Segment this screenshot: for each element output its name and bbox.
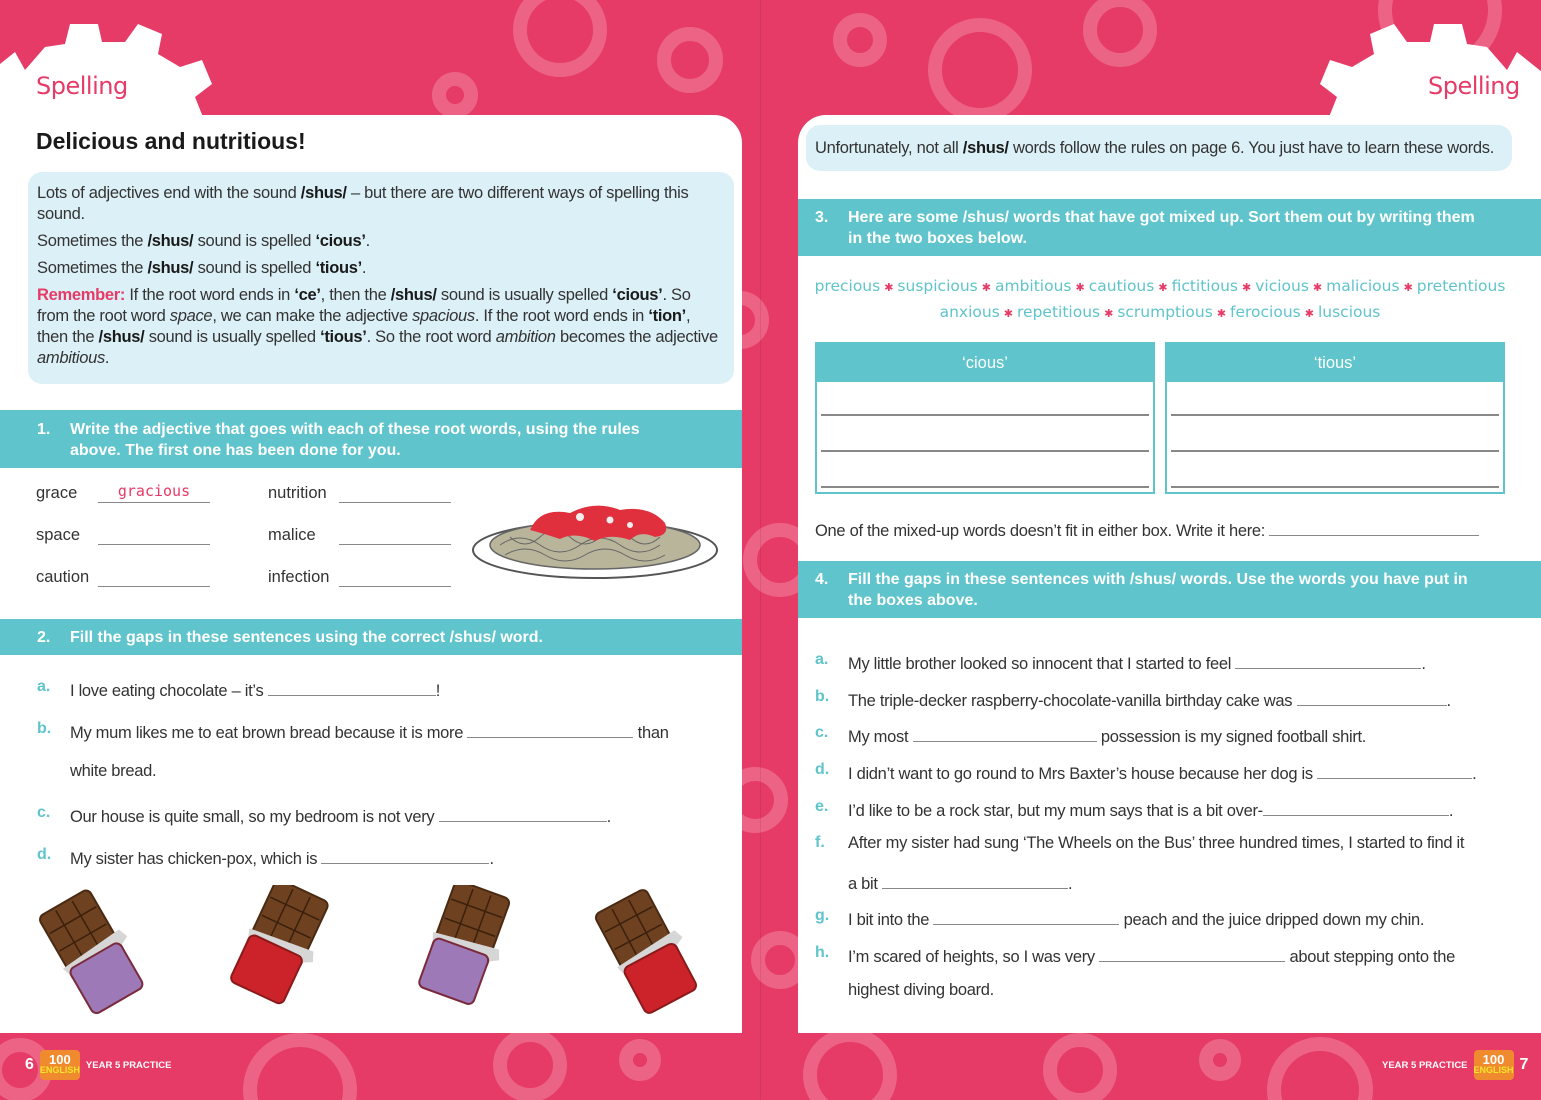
word-bank <box>810 274 1510 326</box>
writing-line[interactable] <box>821 414 1149 416</box>
word-row <box>36 526 210 545</box>
answer-blank[interactable] <box>98 527 210 545</box>
rule-info-box <box>28 172 734 384</box>
word-row <box>36 484 210 503</box>
star-separator-icon: ✱ <box>1312 281 1323 294</box>
root-word: malice <box>268 526 316 544</box>
answer-blank[interactable] <box>268 678 436 696</box>
sentence-d: I didn’t want to go round to Mrs Baxter’s house because her dog is . <box>848 761 1476 784</box>
series-label: YEAR 5 PRACTICE <box>1382 1059 1468 1071</box>
sentence-g: I bit into the peach and the juice dripped down my chin. <box>848 907 1424 930</box>
word-bank-word: malicious <box>1326 277 1400 295</box>
item-letter: d. <box>815 761 830 778</box>
star-separator-icon: ✱ <box>1003 307 1013 320</box>
intro-info-box: Unfortunately, not all /shus/ words follow the rules on page 6. You just have to learn these words. <box>806 125 1512 171</box>
footer-right <box>1382 1050 1528 1080</box>
section-tag-spelling: Spelling <box>1428 72 1520 100</box>
answer-blank[interactable] <box>339 485 451 503</box>
star-separator-icon: ✱ <box>884 281 894 294</box>
chocolate-bar-purple-2 <box>414 885 520 1009</box>
answer-blank[interactable] <box>1235 651 1421 669</box>
word-row <box>268 484 451 503</box>
star-separator-icon: ✱ <box>1158 281 1168 294</box>
word-bank-word: repetitious <box>1017 303 1101 321</box>
spaghetti-illustration <box>470 495 725 585</box>
item-letter: d. <box>37 846 52 863</box>
question-2-bar <box>0 619 742 655</box>
sentence-d: My sister has chicken-pox, which is . <box>70 846 494 869</box>
chocolate-bar-red-2 <box>590 885 707 1015</box>
remember-paragraph: Remember: If the root word ends in ‘ce’, then the /shus/ sound is usually spelled ‘cious’. So from the root word space, we can make the adjective spacious. If the root word ends in ‘tion’, then the /shus/ sound is usually spelled ‘tious’. So the root word ambition becomes the adjective ambitious. <box>37 286 718 367</box>
root-word: infection <box>268 568 330 586</box>
question-text: Fill the gaps in these sentences with /shus/ words. Use the words you have put in the boxes above. <box>848 571 1468 609</box>
star-separator-icon: ✱ <box>1403 281 1413 294</box>
sentence-h-line2: highest diving board. <box>848 981 994 999</box>
answer-blank[interactable] <box>1099 944 1285 962</box>
word-bank-line-1 <box>810 274 1510 300</box>
word-bank-word: luscious <box>1317 303 1381 321</box>
writing-line[interactable] <box>821 486 1149 488</box>
sentence-f: After my sister had sung ‘The Wheels on the Bus’ three hundred times, I started to find it <box>848 834 1465 852</box>
word-bank-line-2 <box>810 300 1510 326</box>
star-separator-icon: ✱ <box>981 281 991 294</box>
item-letter: b. <box>815 688 830 705</box>
question-number: 4. <box>815 571 829 588</box>
series-label: YEAR 5 PRACTICE <box>85 1059 172 1071</box>
answer-blank[interactable] <box>1269 518 1479 536</box>
star-separator-icon: ✱ <box>1216 307 1227 320</box>
section-tag-spelling: Spelling <box>36 72 128 100</box>
item-letter: a. <box>37 678 51 695</box>
info-paragraph-3: Sometimes the /shus/ sound is spelled ‘tious’. <box>37 259 367 277</box>
question-number: 2. <box>37 629 51 646</box>
answer-blank[interactable] <box>339 527 451 545</box>
question-1-bar <box>0 410 742 468</box>
answer-blank[interactable] <box>467 720 633 738</box>
chocolate-bar-red-1 <box>226 885 339 1009</box>
question-number: 1. <box>37 421 51 438</box>
item-letter: f. <box>815 834 825 851</box>
star-separator-icon: ✱ <box>1104 307 1114 320</box>
root-word: nutrition <box>268 484 327 502</box>
page-number: 7 <box>1519 1056 1529 1073</box>
page-title: Delicious and nutritious! <box>36 128 306 154</box>
word-bank-word: ferocious <box>1230 303 1301 321</box>
star-separator-icon: ✱ <box>1075 281 1085 294</box>
sentence-a: I love eating chocolate – it’s ! <box>70 678 440 701</box>
item-letter: c. <box>815 724 829 741</box>
question-number: 3. <box>815 209 829 226</box>
chocolate-bar-purple-1 <box>34 885 153 1015</box>
answer-blank[interactable] <box>1297 688 1447 706</box>
question-text: Write the adjective that goes with each of these root words, using the rules above. The first one has been done for you. <box>70 421 640 459</box>
item-letter: b. <box>37 720 52 737</box>
answer-blank[interactable] <box>882 871 1068 889</box>
word-bank-word: pretentious <box>1416 277 1506 295</box>
item-letter: h. <box>815 944 830 961</box>
sentence-c: My most possession is my signed football shirt. <box>848 724 1366 747</box>
word-bank-word: vicious <box>1255 277 1309 295</box>
chocolate-bars-illustration <box>30 885 730 1015</box>
star-separator-icon: ✱ <box>1304 307 1314 320</box>
star-separator-icon: ✱ <box>1242 281 1252 294</box>
word-bank-word: fictitious <box>1171 277 1238 295</box>
info-paragraph-1: Lots of adjectives end with the sound /shus/ – but there are two different ways of spelling this sound. <box>37 184 689 223</box>
root-word: space <box>36 526 81 544</box>
answer-blank[interactable] <box>339 569 451 587</box>
odd-one-out-prompt: One of the mixed-up words doesn’t fit in either box. Write it here: <box>815 518 1479 541</box>
word-bank-word: precious <box>814 277 881 295</box>
word-row <box>36 568 210 587</box>
footer-left <box>25 1050 171 1080</box>
logo-number: 100 <box>1482 1052 1505 1067</box>
sentence-f-line2: a bit . <box>848 871 1072 894</box>
answer-blank[interactable] <box>1317 761 1472 779</box>
logo-text: ENGLISH <box>1473 1065 1514 1075</box>
sentence-h: I’m scared of heights, so I was very about stepping onto the <box>848 944 1455 967</box>
word-row <box>268 526 451 545</box>
page-number: 6 <box>25 1056 34 1073</box>
answer-blank[interactable] <box>913 724 1097 742</box>
answer-blank[interactable] <box>98 569 210 587</box>
sort-box-cious <box>815 342 1155 494</box>
question-text: Here are some /shus/ words that have got mixed up. Sort them out by writing them in the two boxes below. <box>848 209 1475 247</box>
answer-blank[interactable] <box>321 846 489 864</box>
writing-line[interactable] <box>1171 450 1499 452</box>
answer-blank[interactable] <box>98 482 210 503</box>
item-letter: g. <box>815 907 830 924</box>
sentence-e: I’d like to be a rock star, but my mum says that is a bit over- . <box>848 798 1453 821</box>
answer-blank[interactable] <box>439 804 607 822</box>
logo-text: ENGLISH <box>39 1065 80 1075</box>
box-heading: ‘tious’ <box>1167 344 1503 382</box>
root-word: caution <box>36 568 90 586</box>
sentence-b: The triple-decker raspberry-chocolate-vanilla birthday cake was . <box>848 688 1451 711</box>
sentence-b-line2: white bread. <box>70 762 157 780</box>
item-letter: c. <box>37 804 51 821</box>
writing-line[interactable] <box>1171 414 1499 416</box>
item-letter: e. <box>815 798 829 815</box>
word-row <box>268 568 451 587</box>
100-english-logo <box>1474 1050 1514 1080</box>
root-word: grace <box>36 484 78 502</box>
box-heading: ‘cious’ <box>817 344 1153 382</box>
question-4-bar <box>798 561 1541 618</box>
word-bank-word: cautious <box>1088 277 1155 295</box>
word-bank-word: ambitious <box>994 277 1072 295</box>
info-paragraph-2: Sometimes the /shus/ sound is spelled ‘cious’. <box>37 232 370 250</box>
sentence-a: My little brother looked so innocent that I started to feel . <box>848 651 1426 674</box>
word-bank-word: suspicious <box>897 277 978 295</box>
sort-box-tious <box>1165 342 1505 494</box>
answer-blank[interactable] <box>933 907 1119 925</box>
answer-blank[interactable] <box>1263 798 1449 816</box>
question-3-bar <box>798 199 1541 256</box>
question-text: Fill the gaps in these sentences using the correct /shus/ word. <box>70 629 543 646</box>
book-spine <box>760 0 761 1100</box>
writing-line[interactable] <box>821 450 1149 452</box>
sentence-b: My mum likes me to eat brown bread because it is more than <box>70 720 669 743</box>
logo-number: 100 <box>49 1052 71 1067</box>
handwritten-answer: gracious <box>117 482 191 500</box>
word-bank-word: anxious <box>939 303 1000 321</box>
sentence-c: Our house is quite small, so my bedroom is not very . <box>70 804 611 827</box>
word-bank-word: scrumptious <box>1117 303 1213 321</box>
writing-line[interactable] <box>1171 486 1499 488</box>
100-english-logo <box>40 1050 80 1080</box>
item-letter: a. <box>815 651 829 668</box>
